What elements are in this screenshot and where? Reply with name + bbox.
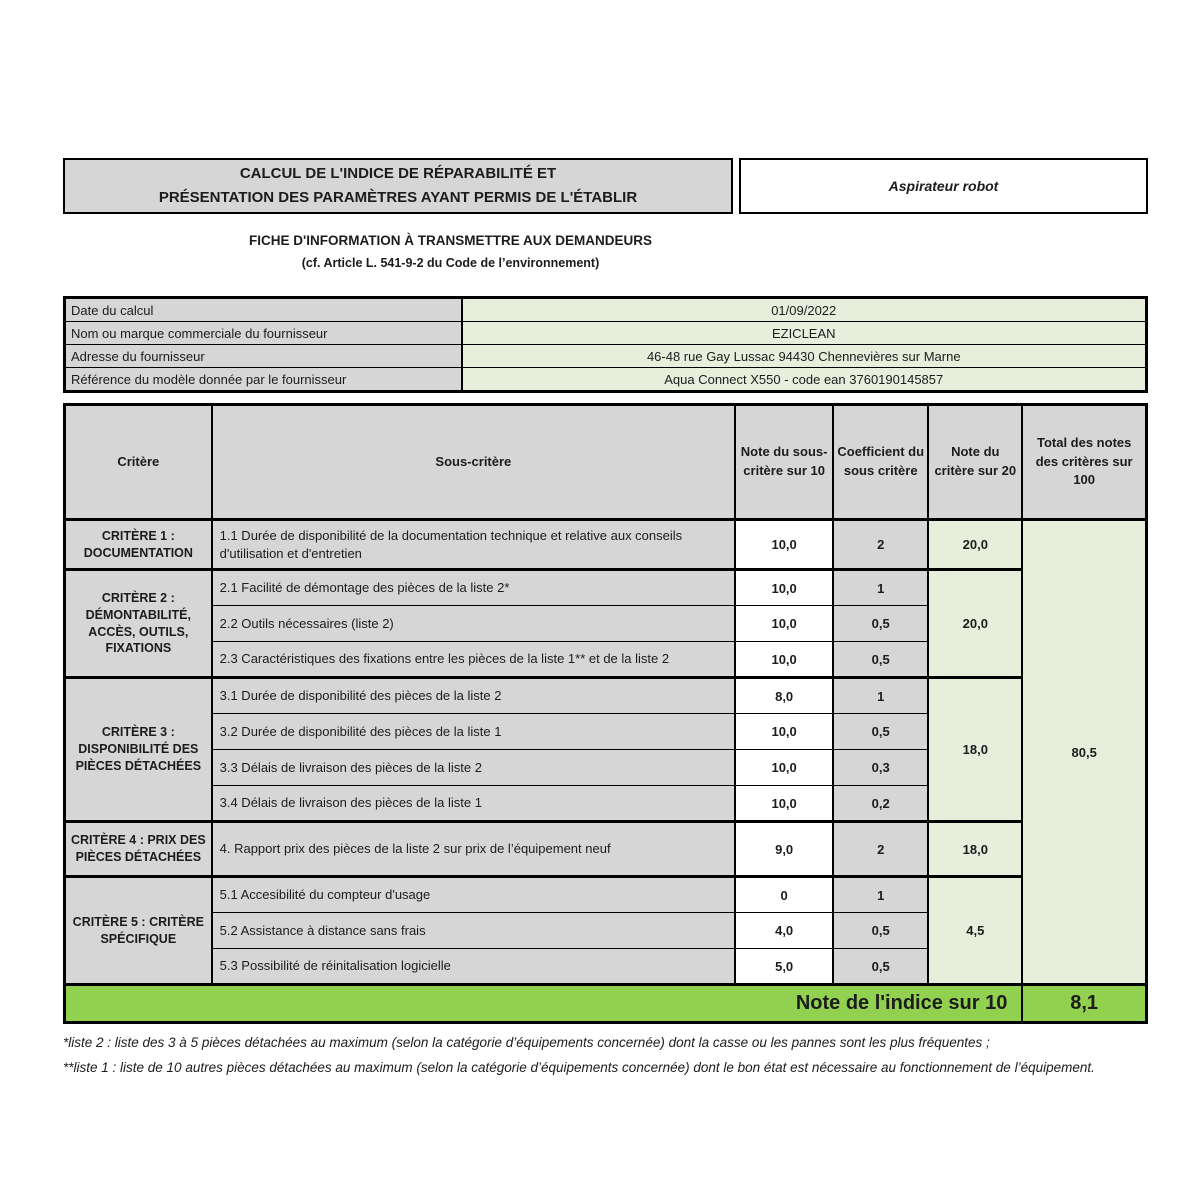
coefficient: 1	[833, 570, 928, 606]
coefficient: 1	[833, 678, 928, 714]
note-critere-sur-20: 18,0	[928, 822, 1022, 877]
note-critere-sur-20: 20,0	[928, 520, 1022, 570]
critere-1-label: CRITÈRE 1 : DOCUMENTATION	[65, 520, 212, 570]
coefficient: 0,5	[833, 913, 928, 949]
subtitle-line1: FICHE D'INFORMATION À TRANSMETTRE AUX DEMANDEURS	[249, 233, 652, 248]
col-header-note20: Note du critère sur 20	[928, 405, 1022, 520]
subtitle-line2: (cf. Article L. 541-9-2 du Code de l’environnement)	[301, 256, 600, 270]
supplier-info-table	[63, 296, 1148, 393]
sous-critere-label: 3.3 Délais de livraison des pièces de la liste 2	[212, 750, 735, 786]
note-sur-10: 10,0	[735, 520, 833, 570]
critere-5-label: CRITÈRE 5 : CRITÈRE SPÉCIFIQUE	[65, 877, 212, 985]
note-critere-sur-20: 4,5	[928, 877, 1022, 985]
info-value: 01/09/2022	[462, 298, 1147, 322]
info-row-date	[65, 298, 1147, 322]
info-row-model	[65, 368, 1147, 392]
product-category-box	[739, 158, 1148, 214]
info-row-brand	[65, 322, 1147, 345]
note-critere-sur-20: 20,0	[928, 570, 1022, 678]
note-sur-10: 8,0	[735, 678, 833, 714]
info-value: 46-48 rue Gay Lussac 94430 Chennevières sur Marne	[462, 345, 1147, 368]
footnotes-block	[63, 1030, 1155, 1080]
sous-critere-label: 5.3 Possibilité de réinitalisation logicielle	[212, 949, 735, 985]
footnote-liste1: **liste 1 : liste de 10 autres pièces détachées au maximum (selon la catégorie d’équipements concernée) dont le bon état est nécessaire au fonctionnement de l’équipement.	[63, 1060, 1095, 1075]
product-category-label: Aspirateur robot	[888, 178, 999, 194]
table-row	[65, 570, 1147, 606]
document-title-line2: PRÉSENTATION DES PARAMÈTRES AYANT PERMIS DE L'ÉTABLIR	[158, 189, 638, 206]
table-row	[65, 822, 1147, 877]
critere-4-label: CRITÈRE 4 : PRIX DES PIÈCES DÉTACHÉES	[65, 822, 212, 877]
critere-2-label: CRITÈRE 2 : DÉMONTABILITÉ, ACCÈS, OUTILS, FIXATIONS	[65, 570, 212, 678]
table-row	[65, 520, 1147, 570]
criteria-table	[63, 403, 1148, 1024]
info-label: Nom ou marque commerciale du fournisseur	[65, 322, 462, 345]
note-sur-10: 0	[735, 877, 833, 913]
sous-critere-label: 2.2 Outils nécessaires (liste 2)	[212, 606, 735, 642]
info-label: Référence du modèle donnée par le fournisseur	[65, 368, 462, 392]
coefficient: 0,3	[833, 750, 928, 786]
col-header-sous-critere: Sous-critère	[212, 405, 735, 520]
info-label: Date du calcul	[65, 298, 462, 322]
note-sur-10: 10,0	[735, 570, 833, 606]
col-header-coeff: Coefficient du sous critère	[833, 405, 928, 520]
document-title-line1: CALCUL DE L'INDICE DE RÉPARABILITÉ ET	[239, 165, 557, 182]
final-index-row	[65, 985, 1147, 1023]
coefficient: 0,5	[833, 642, 928, 678]
col-header-critere: Critère	[65, 405, 212, 520]
subtitle-block	[63, 233, 838, 270]
col-header-note10: Note du sous-critère sur 10	[735, 405, 833, 520]
note-critere-sur-20: 18,0	[928, 678, 1022, 822]
footnote-liste2: *liste 2 : liste des 3 à 5 pièces détachées au maximum (selon la catégorie d’équipements concernée) dont la casse ou les pannes sont les plus fréquentes ;	[63, 1035, 990, 1050]
coefficient: 2	[833, 822, 928, 877]
note-sur-10: 10,0	[735, 606, 833, 642]
final-index-label: Note de l'indice sur 10	[65, 985, 1023, 1023]
sous-critere-label: 5.2 Assistance à distance sans frais	[212, 913, 735, 949]
info-value: EZICLEAN	[462, 322, 1147, 345]
coefficient: 0,5	[833, 714, 928, 750]
sous-critere-label: 5.1 Accesibilité du compteur d'usage	[212, 877, 735, 913]
sous-critere-label: 3.2 Durée de disponibilité des pièces de la liste 1	[212, 714, 735, 750]
final-index-value: 8,1	[1022, 985, 1146, 1023]
header-row	[63, 158, 1148, 214]
sous-critere-label: 3.4 Délais de livraison des pièces de la liste 1	[212, 786, 735, 822]
coefficient: 0,5	[833, 606, 928, 642]
sous-critere-label: 3.1 Durée de disponibilité des pièces de la liste 2	[212, 678, 735, 714]
col-header-total: Total des notes des critères sur 100	[1022, 405, 1146, 520]
info-row-address	[65, 345, 1147, 368]
sous-critere-label: 2.1 Facilité de démontage des pièces de la liste 2*	[212, 570, 735, 606]
total-sur-100: 80,5	[1022, 520, 1146, 985]
note-sur-10: 9,0	[735, 822, 833, 877]
coefficient: 2	[833, 520, 928, 570]
coefficient: 0,2	[833, 786, 928, 822]
note-sur-10: 10,0	[735, 750, 833, 786]
critere-3-label: CRITÈRE 3 : DISPONIBILITÉ DES PIÈCES DÉTACHÉES	[65, 678, 212, 822]
note-sur-10: 10,0	[735, 642, 833, 678]
info-value: Aqua Connect X550 - code ean 3760190145857	[462, 368, 1147, 392]
coefficient: 0,5	[833, 949, 928, 985]
note-sur-10: 5,0	[735, 949, 833, 985]
info-label: Adresse du fournisseur	[65, 345, 462, 368]
note-sur-10: 10,0	[735, 786, 833, 822]
document-title-box	[63, 158, 733, 214]
table-row	[65, 678, 1147, 714]
sous-critere-label: 2.3 Caractéristiques des fixations entre les pièces de la liste 1** et de la liste 2	[212, 642, 735, 678]
note-sur-10: 4,0	[735, 913, 833, 949]
coefficient: 1	[833, 877, 928, 913]
sous-critere-label: 1.1 Durée de disponibilité de la documentation technique et relative aux conseils d'utilisation et d'entretien	[212, 520, 735, 570]
criteria-table-header-row	[65, 405, 1147, 520]
note-sur-10: 10,0	[735, 714, 833, 750]
table-row	[65, 877, 1147, 913]
sous-critere-label: 4. Rapport prix des pièces de la liste 2 sur prix de l’équipement neuf	[212, 822, 735, 877]
